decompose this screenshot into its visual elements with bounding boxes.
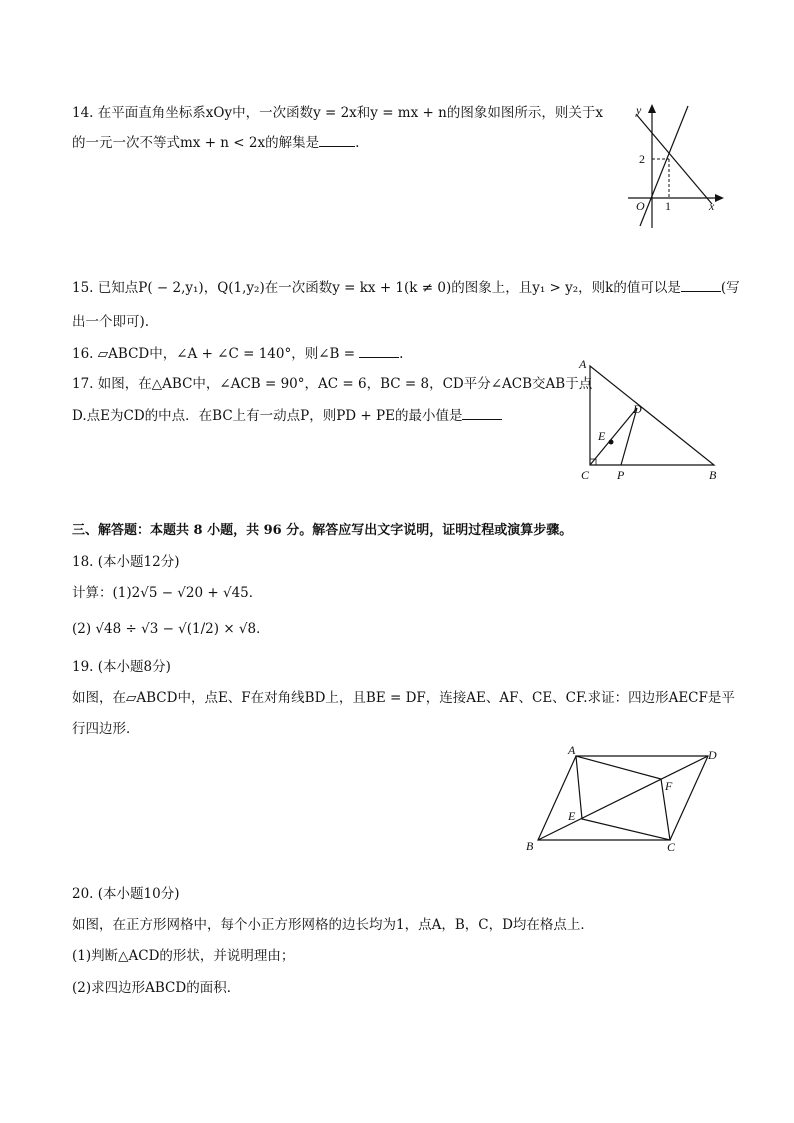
q14-period: . [355,135,360,151]
q15-text-end: (写 [720,280,740,296]
q14-line2 [72,134,359,152]
q19-label-c: C [667,840,676,854]
q14-x-arrow [715,194,724,202]
q14-line2-text: 的一元一次不等式mx + n < 2x的解集是 [72,135,320,151]
q15-answer-blank [681,279,721,292]
q15-text: 15. 已知点P( − 2,y₁)，Q(1,y₂)在一次函数y = kx + 1(k ≠ 0)的图象上，且y₁ > y₂，则k的值可以是 [72,280,681,296]
q16-period: . [399,346,404,362]
q16-line [72,345,403,363]
q17-label-b: B [709,468,717,482]
q17-line2 [72,407,502,425]
q18-heading: 18. (本小题12分) [72,554,180,570]
q17-triangle-abc [590,366,714,465]
q14-y-arrow [648,104,656,113]
q18-part2: (2) √48 ÷ √3 − √(1/2) × √8． [72,621,270,637]
q17-answer-blank [462,407,502,420]
q20-part1: (1)判断△ACD的形状，并说明理由； [72,948,295,964]
q17-figure [578,356,728,486]
section-3-heading: 三、解答题：本题共 8 小题，共 96 分。解答应写出文字说明，证明过程或演算步骤。 [72,523,573,538]
q17-label-c: C [581,468,590,482]
q19-label-d: D [708,748,717,762]
q19-label-a: A [568,743,576,757]
q17-label-d: D [633,402,642,416]
q17-line1: 17. 如图，在△ABC中，∠ACB = 90°，AC = 6，BC = 8，CD平分∠ACB交AB于点 [72,376,593,392]
q14-label-y: y [636,103,642,117]
q14-line1: 14. 在平面直角坐标系xOy中，一次函数y = 2x和y = mx + n的图象如图所示，则关于x [72,105,603,121]
q16-answer-blank [359,345,399,358]
q17-label-p: P [617,468,625,482]
q14-label-o: O [636,199,645,213]
q20-heading: 20. (本小题10分) [72,886,180,902]
q14-label-2: 2 [639,152,645,166]
q18-part1: 计算：(1)2√5 − √20 + √45． [72,585,263,601]
q15-line2: 出一个即可). [72,314,150,330]
q19-label-b: B [526,839,534,853]
q14-label-x: x [709,199,715,213]
q19-line2: 行四边形． [72,721,140,737]
q19-heading: 19. (本小题8分) [72,659,171,675]
q14-answer-blank [319,134,355,147]
q14-figure [620,100,730,232]
q19-label-e: E [568,809,576,823]
q14-label-1: 1 [665,199,671,213]
q20-part2: (2)求四边形ABCD的面积． [72,980,241,996]
q17-text: D.点E为CD的中点．在BC上有一动点P，则PD + PE的最小值是 [72,408,463,424]
q14-line-2x [640,106,688,226]
q19-figure [522,742,727,854]
q17-label-a: A [579,357,587,371]
q20-line1: 如图，在正方形网格中，每个小正方形网格的边长均为1，点A，B，C，D均在格点上． [72,917,594,933]
q19-label-f: F [665,779,673,793]
q17-segment-pd [621,408,637,465]
q15-line1 [72,279,740,297]
q17-point-e [609,440,614,445]
q17-label-e: E [598,429,606,443]
q16-text: 16. ▱ABCD中，∠A + ∠C = 140°，则∠B = [72,346,356,362]
q19-line1: 如图，在▱ABCD中，点E、F在对角线BD上，且BE = DF，连接AE、AF、CE、CF.求证：四边形AECF是平 [72,690,735,706]
q14-line-mx-n [636,114,712,204]
